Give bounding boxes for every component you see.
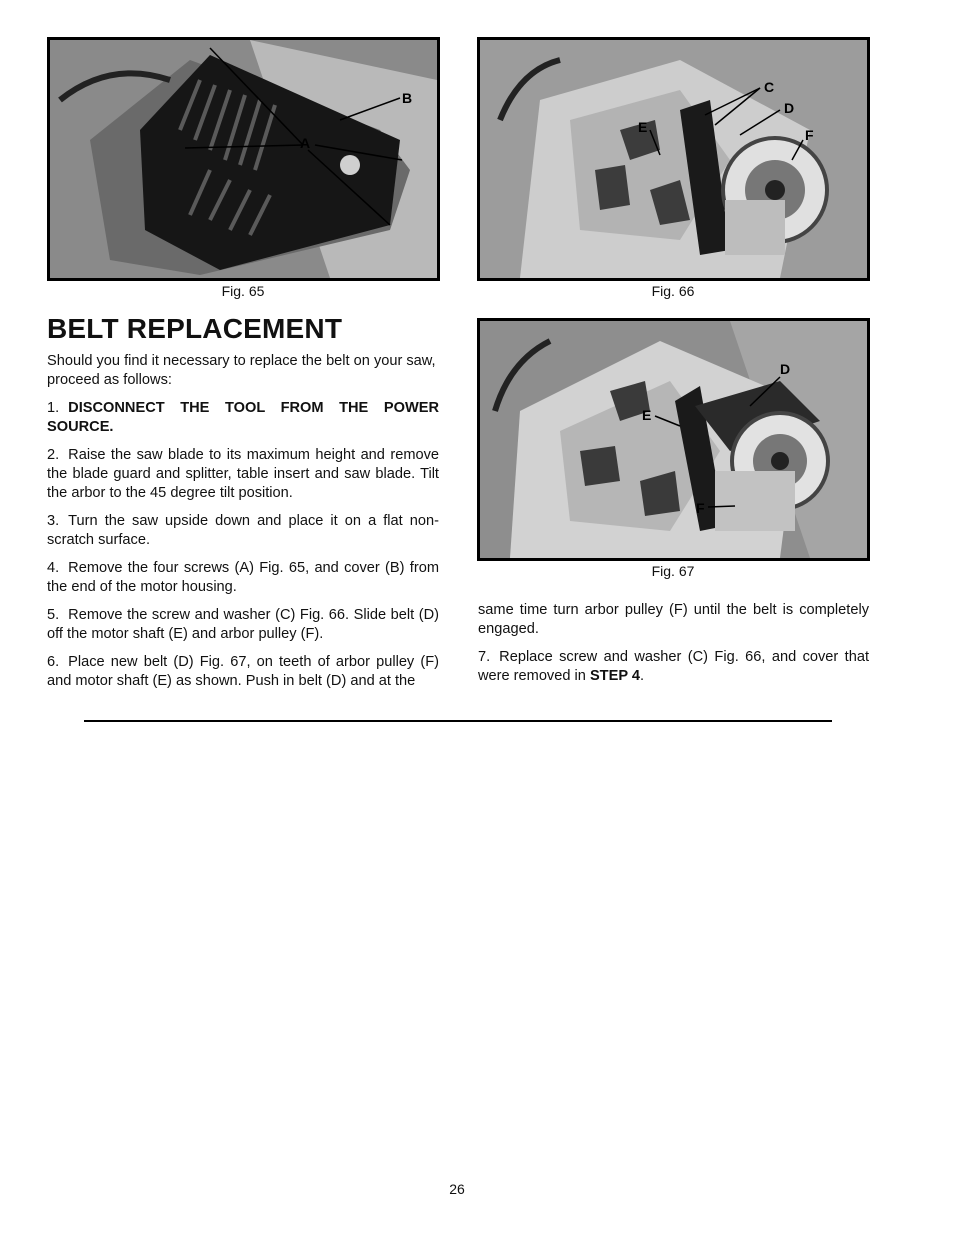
- figure-65-photo: [47, 37, 440, 281]
- step-6-continuation: same time turn arbor pulley (F) until the belt is completely engaged.: [478, 602, 869, 637]
- step-2-text: Raise the saw blade to its maximum height and remove the blade guard and splitter, table insert and saw blade. Tilt the arbor to the 45 degree tilt position.: [47, 447, 439, 501]
- step-1: [47, 399, 439, 437]
- step-1-text: DISCONNECT THE TOOL FROM THE POWER SOURCE.: [47, 400, 439, 435]
- left-column: [47, 352, 439, 700]
- fig66-label-e: E: [638, 119, 648, 135]
- step-4: [47, 559, 439, 597]
- fig67-label-d: D: [780, 361, 791, 377]
- step-7-reference: STEP 4: [589, 668, 640, 684]
- step-6-text: Place new belt (D) Fig. 67, on teeth of arbor pulley (F) and motor shaft (E) as shown. Push in belt (D) and at the: [47, 654, 439, 689]
- step-1-number: 1.: [47, 400, 60, 416]
- step-7-text: Replace screw and washer (C) Fig. 66, and cover that were removed in: [478, 649, 869, 684]
- fig65-label-a: A: [300, 135, 311, 151]
- fig67-label-f: F: [696, 500, 705, 516]
- section-title: BELT REPLACEMENT: [47, 313, 343, 344]
- step-6-number: 6.: [47, 654, 60, 670]
- fig66-label-f: F: [805, 127, 814, 143]
- fig66-label-c: C: [764, 79, 775, 95]
- fig65-label-b: B: [402, 90, 413, 106]
- step-6: [47, 653, 439, 691]
- page-number: 26: [449, 1181, 465, 1197]
- step-2-number: 2.: [47, 447, 60, 463]
- step-7-number: 7.: [478, 649, 491, 665]
- intro-paragraph: Should you find it necessary to replace the belt on your saw, proceed as follows:: [47, 353, 436, 388]
- step-5-text: Remove the screw and washer (C) Fig. 66. Slide belt (D) off the motor shaft (E) and arbor pulley (F).: [47, 607, 439, 642]
- section-divider: [84, 720, 832, 722]
- step-3: [47, 512, 439, 550]
- step-3-number: 3.: [47, 513, 60, 529]
- step-7-end: .: [639, 668, 645, 684]
- step-7: [478, 648, 869, 686]
- step-3-text: Turn the saw upside down and place it on a flat non-scratch surface.: [47, 513, 439, 548]
- right-column: [478, 601, 869, 695]
- fig67-caption: Fig. 67: [651, 563, 695, 579]
- fig65-caption: Fig. 65: [221, 283, 265, 299]
- fig66-caption: Fig. 66: [651, 283, 695, 299]
- step-5-number: 5.: [47, 607, 60, 623]
- step-4-text: Remove the four screws (A) Fig. 65, and cover (B) from the end of the motor housing.: [47, 560, 439, 595]
- step-2: [47, 446, 439, 503]
- fig66-label-d: D: [784, 100, 795, 116]
- step-5: [47, 606, 439, 644]
- fig67-label-e: E: [642, 407, 652, 423]
- figure-66-photo: [477, 37, 870, 281]
- step-4-number: 4.: [47, 560, 60, 576]
- figure-67-photo: [477, 318, 870, 561]
